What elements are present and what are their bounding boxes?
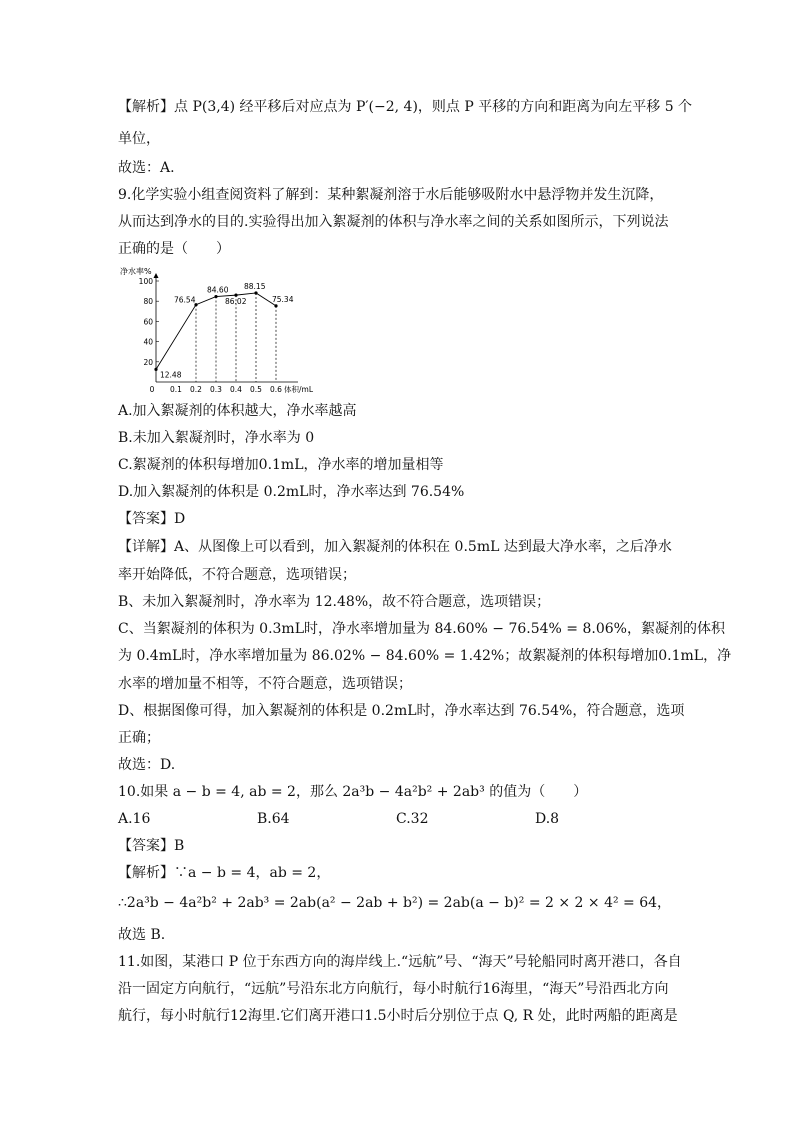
- q9-answer: 【答案】D: [118, 511, 186, 527]
- q10-option-c: C.32: [396, 811, 429, 827]
- data-point: [214, 295, 217, 298]
- q10-analysis-line2: ∴2a³b − 4a²b² + 2ab³ = 2ab(a² − 2ab + b²) = 2ab(a − b)² = 2 × 2 × 4² = 64，: [118, 895, 672, 911]
- y-tick-label: 60: [143, 317, 153, 327]
- chart-svg: [118, 265, 318, 395]
- y-axis-arrow: [154, 273, 159, 278]
- q10-conclusion: 故选 B.: [118, 927, 166, 943]
- q10-analysis-line1: 【解析】∵a − b = 4，ab = 2，: [118, 865, 331, 881]
- x-tick-label: 0.6: [270, 385, 282, 394]
- q9-option-a: A.加入絮凝剂的体积越大，净水率越高: [118, 403, 357, 419]
- data-label: 12.48: [160, 370, 182, 380]
- y-tick-label: 20: [143, 357, 153, 367]
- data-label: 86.02: [225, 297, 247, 307]
- q9-detail-line4: C、当絮凝剂的体积为 0.3mL时，净水率增加量为 84.60% − 76.54% = 8.06%，絮凝剂的体积: [118, 621, 725, 637]
- q9-detail-line1: 【详解】A、从图像上可以看到，加入絮凝剂的体积在 0.5mL 达到最大净水率，之后净水: [118, 539, 672, 555]
- q9-chart: [118, 265, 318, 395]
- data-label: 76.54: [174, 295, 196, 305]
- data-label: 88.15: [244, 281, 266, 291]
- q11-stem-line2: 沿一固定方向航行，“远航”号沿东北方向航行，每小时航行16海里，“海天”号沿西北方向: [118, 981, 669, 997]
- data-label: 84.60: [207, 285, 229, 295]
- q9-option-c: C.絮凝剂的体积每增加0.1mL，净水率的增加量相等: [118, 457, 444, 473]
- q9-option-d: D.加入絮凝剂的体积是 0.2mL时，净水率达到 76.54%: [118, 484, 465, 500]
- q10-option-a: A.16: [118, 811, 151, 827]
- q9-detail-line7: D、根据图像可得，加入絮凝剂的体积是 0.2mL时，净水率达到 76.54%，符合题意，选项: [118, 703, 685, 719]
- q9-detail-line5: 为 0.4mL时，净水率增加量为 86.02% − 84.60% = 1.42%；故絮凝剂的体积每增加0.1mL，净: [118, 648, 732, 664]
- q9-detail-line3: B、未加入絮凝剂时，净水率为 12.48%，故不符合题意，选项错误；: [118, 594, 551, 610]
- q9-detail-line8: 正确；: [118, 730, 160, 746]
- y-tick-label: 80: [143, 297, 153, 307]
- x-tick-label: 0: [149, 385, 155, 394]
- q9-detail-line6: 水率的增加量不相等，不符合题意，选项错误；: [118, 676, 412, 692]
- chart-x-axis-label: 体积/mL: [284, 385, 314, 394]
- q9-option-b: B.未加入絮凝剂时，净水率为 0: [118, 430, 315, 446]
- q10-stem: 10.如果 a − b = 4, ab = 2，那么 2a³b − 4a²b² + 2ab³ 的值为（ ）: [118, 784, 588, 800]
- data-point: [154, 368, 157, 371]
- y-tick-label: 40: [143, 337, 153, 347]
- chart-y-axis-label: 净水率%: [120, 267, 152, 276]
- q9-conclusion: 故选：D.: [118, 757, 176, 773]
- y-tick-label: 100: [138, 277, 153, 286]
- q9-stem-line3: 正确的是（ ）: [118, 241, 230, 257]
- q10-answer: 【答案】B: [118, 838, 185, 854]
- q10-option-b: B.64: [257, 811, 290, 827]
- x-tick-label: 0.5: [250, 385, 262, 394]
- x-tick-label: 0.2: [190, 385, 202, 394]
- q8-analysis-line2: 单位，: [118, 131, 160, 147]
- x-tick-label: 0.4: [230, 385, 242, 394]
- q8-conclusion: 故选：A.: [118, 160, 175, 176]
- data-point: [254, 291, 257, 294]
- q11-stem-line3: 航行，每小时航行12海里.它们离开港口1.5小时后分别位于点 Q, R 处，此时两船的距离是: [118, 1008, 678, 1024]
- q9-detail-line2: 率开始降低，不符合题意，选项错误；: [118, 567, 356, 583]
- q9-stem-line1: 9.化学实验小组查阅资料了解到：某种絮凝剂溶于水后能够吸附水中悬浮物并发生沉降，: [118, 187, 664, 203]
- q8-analysis-line1: 【解析】点 P(3,4) 经平移后对应点为 P′(−2, 4)，则点 P 平移的方向和距离为向左平移 5 个: [118, 99, 693, 115]
- q10-option-d: D.8: [535, 811, 560, 827]
- x-tick-label: 0.1: [170, 385, 182, 394]
- data-point: [274, 304, 277, 307]
- q9-stem-line2: 从而达到净水的目的.实验得出加入絮凝剂的体积与净水率之间的关系如图所示，下列说法: [118, 214, 669, 230]
- data-label: 75.34: [272, 294, 294, 304]
- q11-stem-line1: 11.如图，某港口 P 位于东西方向的海岸线上.“远航”号、“海天”号轮船同时离开港口，各自: [118, 954, 682, 970]
- x-tick-label: 0.3: [210, 385, 222, 394]
